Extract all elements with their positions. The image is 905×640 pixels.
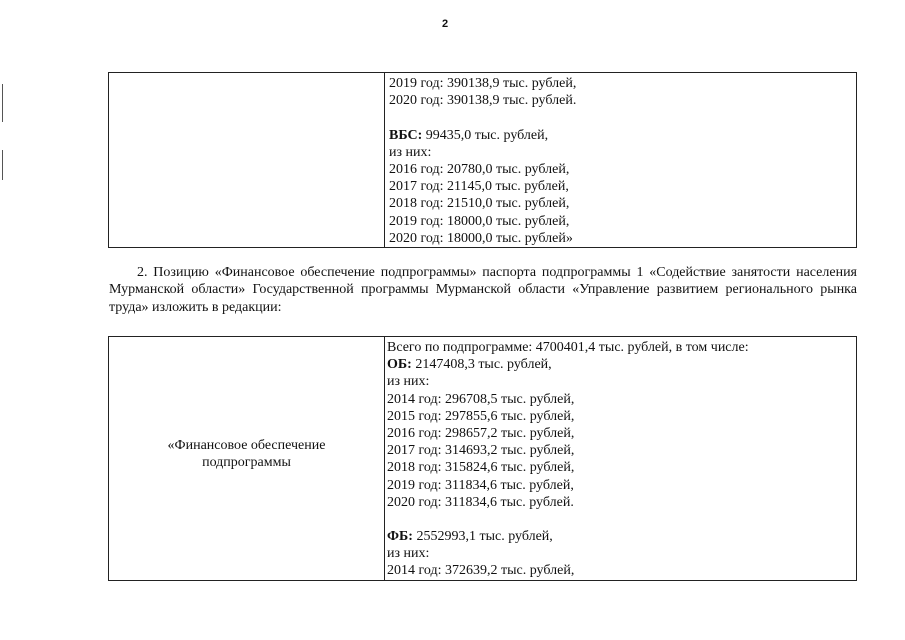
budget-line: 2019 год: 390138,9 тыс. рублей, <box>389 76 577 91</box>
financing-label <box>109 337 384 471</box>
budget-line: 2014 год: 372639,2 тыс. рублей, <box>387 563 575 579</box>
paragraph-text: 2. Позицию «Финансовое обеспечение подпрограммы» паспорта подпрограммы 1 «Содействие занятости населения Мурманской области» Государственной программы Мурманской области «Управление развитием регионального рынка труда» изложить в редакции: <box>109 265 857 315</box>
budget-source-label: ФБ: <box>387 529 413 545</box>
amendment-paragraph <box>109 264 857 316</box>
budget-line: 2017 год: 314693,2 тыс. рублей, <box>387 443 575 459</box>
blank-line <box>387 511 856 528</box>
budget-line: 2019 год: 18000,0 тыс. рублей, <box>389 213 570 229</box>
budget-line: из них: <box>387 374 430 390</box>
budget-line: 2020 год: 18000,0 тыс. рублей» <box>389 230 573 246</box>
scan-mark <box>2 84 3 122</box>
budget-line: 2015 год: 297855,6 тыс. рублей, <box>387 408 575 424</box>
budget-line: 2016 год: 298657,2 тыс. рублей, <box>387 425 575 441</box>
budget-source-line <box>387 356 856 373</box>
table2-left-cell <box>109 337 385 581</box>
budget-line: 2019 год: 311834,6 тыс. рублей, <box>387 477 574 493</box>
budget-source-label: ВБС: <box>389 127 423 143</box>
financing-label-line2: подпрограммы <box>202 455 291 471</box>
budget-line: из них: <box>389 144 432 160</box>
table1-left-cell <box>109 73 385 248</box>
budget-source-line <box>387 528 856 545</box>
budget-line: 2020 год: 311834,6 тыс. рублей. <box>387 494 574 510</box>
budget-source-amount: 2552993,1 тыс. рублей, <box>412 529 553 545</box>
budget-source-amount: 2147408,3 тыс. рублей, <box>411 357 552 373</box>
table1-right-cell <box>385 73 857 248</box>
budget-line: 2018 год: 21510,0 тыс. рублей, <box>389 196 570 212</box>
budget-line: 2018 год: 315824,6 тыс. рублей, <box>387 460 575 476</box>
table2-right-cell <box>385 337 857 581</box>
budget-table-continued <box>108 72 857 248</box>
scan-mark <box>2 150 3 180</box>
financing-label-line1: «Финансовое обеспечение <box>167 438 326 453</box>
blank-line <box>389 109 856 126</box>
budget-line: 2020 год: 390138,9 тыс. рублей. <box>389 93 577 109</box>
budget-source-amount: 99435,0 тыс. рублей, <box>422 127 549 143</box>
financing-table <box>108 336 857 581</box>
budget-line: 2017 год: 21145,0 тыс. рублей, <box>389 179 569 195</box>
budget-source-line <box>389 127 856 144</box>
budget-line: 2016 год: 20780,0 тыс. рублей, <box>389 161 570 177</box>
budget-line: из них: <box>387 546 430 562</box>
budget-source-label: ОБ: <box>387 357 412 373</box>
budget-line: Всего по подпрограмме: 4700401,4 тыс. рублей, в том числе: <box>387 340 749 355</box>
page-number: 2 <box>442 18 449 30</box>
budget-line: 2014 год: 296708,5 тыс. рублей, <box>387 391 575 407</box>
